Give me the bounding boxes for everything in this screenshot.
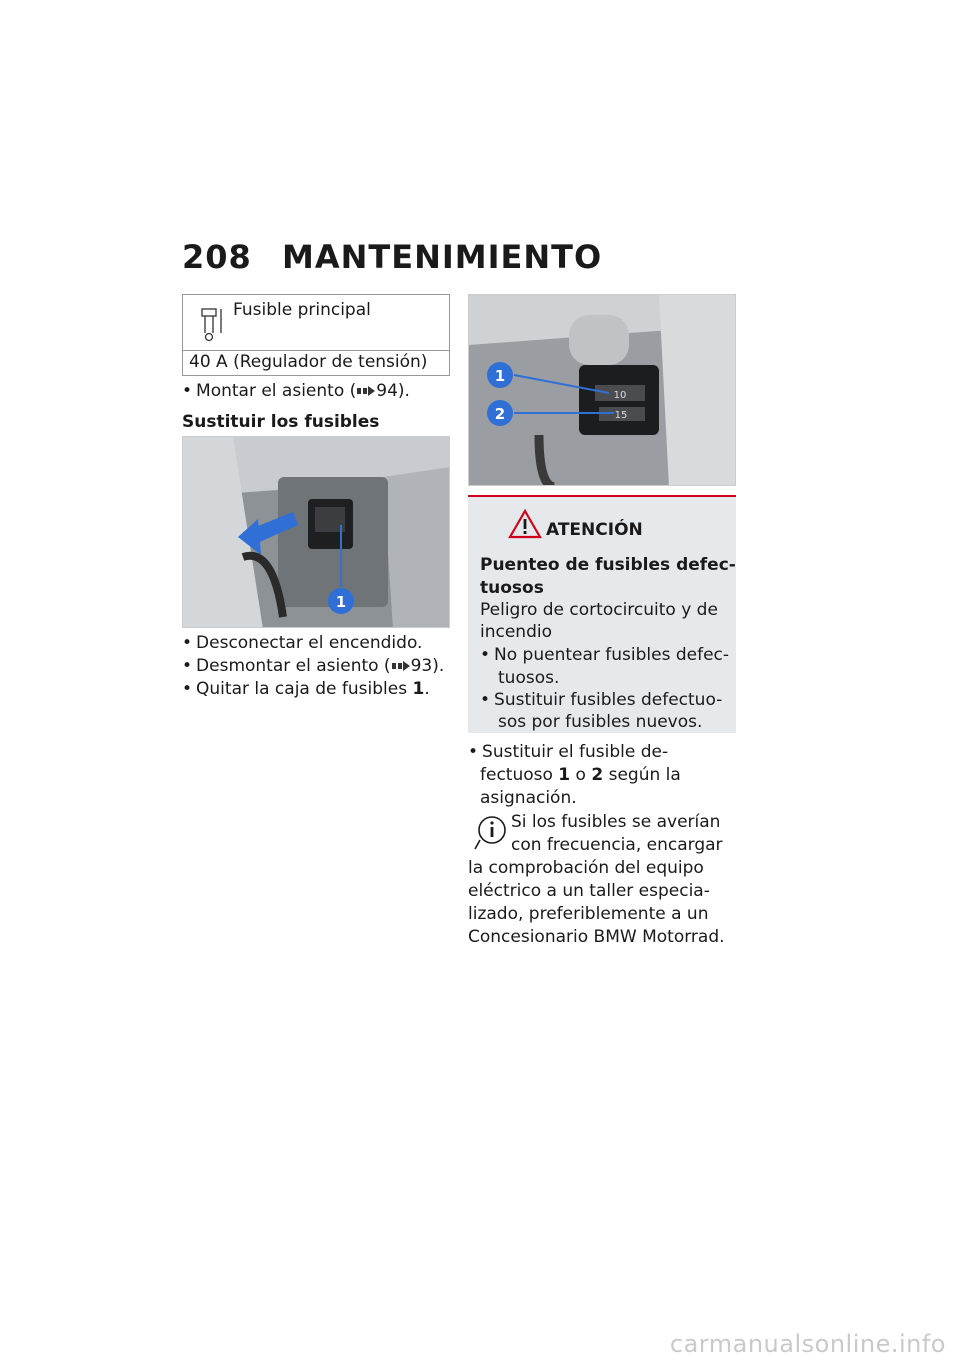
step-remove-seat xyxy=(182,655,444,678)
page-header xyxy=(182,238,602,276)
callout-1: 1 xyxy=(494,367,506,385)
warning-line-2: incendio xyxy=(480,622,552,642)
fuse-table xyxy=(182,294,450,376)
warning-bullet-2-cont: sos por fusibles nuevos. xyxy=(498,712,703,732)
step-remove-fusebox xyxy=(182,678,430,701)
step-text: según la xyxy=(608,765,681,785)
info-line-4: eléctrico a un taller especia- xyxy=(468,881,710,901)
info-line-6: Concesionario BMW Motorrad. xyxy=(468,927,725,947)
fuse-label: Fusible principal xyxy=(233,300,371,320)
callout-1: 1 xyxy=(335,593,347,611)
fusebox-photo xyxy=(182,436,450,628)
step-text: fectuoso xyxy=(480,765,553,785)
bullet-text: • Sustituir fusibles defectuo- xyxy=(480,690,722,710)
bullet-text: • No puentear fusibles defec- xyxy=(480,645,729,665)
step-text: • Quitar la caja de fusibles xyxy=(182,679,407,699)
warning-heading-1: Puenteo de fusibles defec- xyxy=(480,555,736,575)
info-line-2: con frecuencia, encargar xyxy=(511,835,723,855)
watermark: carmanualsonline.info xyxy=(669,1330,946,1358)
step-replace-fuse xyxy=(468,741,668,764)
warning-title: ATENCIÓN xyxy=(546,520,643,540)
callout-ref: 1 xyxy=(412,679,425,699)
warning-heading-2: tuosos xyxy=(480,578,544,598)
warning-bullet-2 xyxy=(480,689,722,712)
step-mount-seat xyxy=(182,380,410,403)
section-heading: Sustituir los fusibles xyxy=(182,412,380,432)
callout-ref: 2 xyxy=(591,765,604,785)
step-disconnect xyxy=(182,632,422,655)
callout-2: 2 xyxy=(494,405,506,423)
page-ref: 94). xyxy=(376,381,410,401)
info-line-1: Si los fusibles se averían xyxy=(511,812,721,832)
info-icon xyxy=(472,813,506,851)
warning-bullet-1 xyxy=(480,644,729,667)
warning-box xyxy=(468,495,736,733)
info-line-3: la comprobación del equipo xyxy=(468,858,704,878)
step-replace-fuse-3: asignación. xyxy=(480,788,577,808)
step-text: o xyxy=(575,765,586,785)
section-title: MANTENIMIENTO xyxy=(282,238,603,276)
punct: . xyxy=(424,679,430,699)
callout-ref: 1 xyxy=(558,765,571,785)
page-number: 208 xyxy=(182,238,252,276)
fuse-icon xyxy=(199,305,225,347)
arrow-ref-icon xyxy=(391,660,411,672)
fuse-detail-photo xyxy=(468,294,736,486)
step-text: • Montar el asiento ( xyxy=(182,381,356,401)
warning-triangle-icon xyxy=(508,509,542,539)
warning-bullet-1-cont: tuosos. xyxy=(498,668,560,688)
page-ref: 93). xyxy=(410,656,445,676)
fuse-label-2: 15 xyxy=(614,410,628,421)
step-text: • Desmontar el asiento ( xyxy=(182,656,391,676)
step-text: • Desconectar el encendido. xyxy=(182,633,422,653)
arrow-ref-icon xyxy=(356,385,376,397)
step-text: • Sustituir el fusible de- xyxy=(468,742,668,762)
fuse-value: 40 A (Regulador de tensión) xyxy=(189,352,428,372)
step-replace-fuse-2 xyxy=(480,764,681,787)
fuse-label-1: 10 xyxy=(613,390,627,401)
warning-line-1: Peligro de cortocircuito y de xyxy=(480,600,718,620)
info-line-5: lizado, preferiblemente a un xyxy=(468,904,709,924)
